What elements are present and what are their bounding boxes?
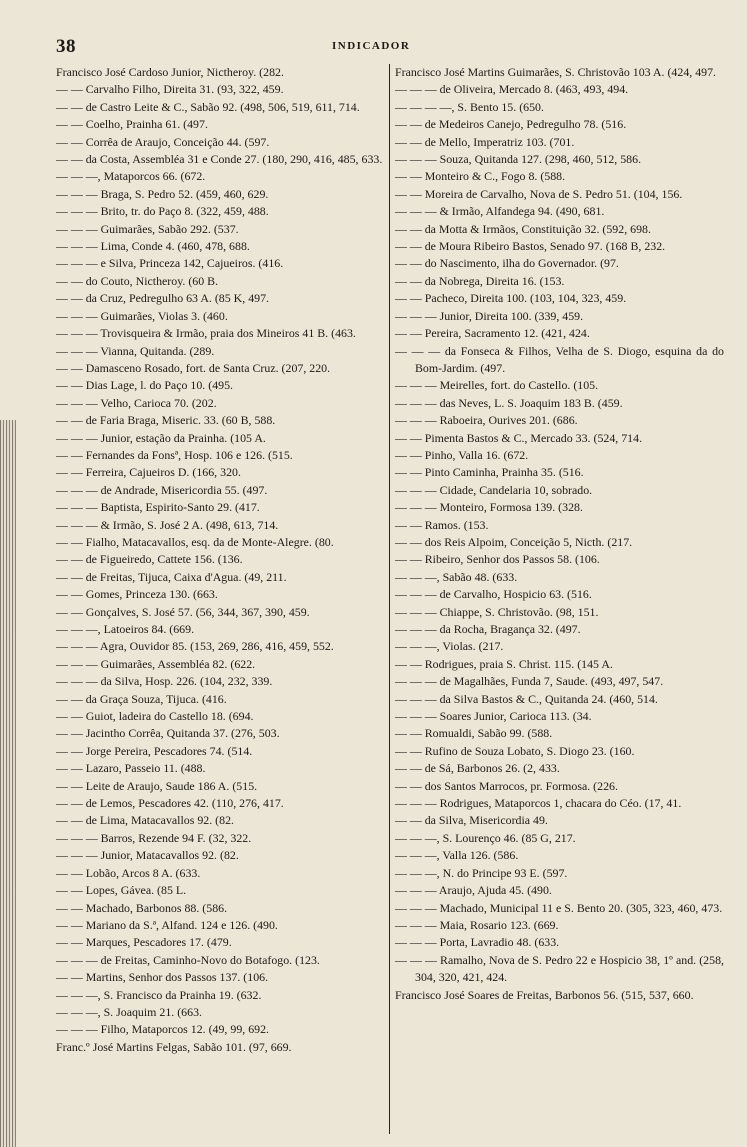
directory-entry: — — da Motta & Irmãos, Constituição 32. (592, 698. [395, 221, 651, 236]
directory-entry: — — Damasceno Rosado, fort. de Santa Cruz. (207, 220. [56, 360, 331, 375]
running-title: INDICADOR [332, 40, 411, 52]
directory-entry: — — da Nobrega, Direita 16. (153. [395, 273, 565, 288]
directory-entry: — — — Maia, Rosario 123. (669. [395, 917, 559, 932]
directory-entry: — — Ramos. (153. [395, 517, 489, 532]
directory-entry: — — dos Reis Alpoim, Conceição 5, Nicth. (217. [395, 534, 633, 549]
directory-entry: — — da Graça Souza, Tijuca. (416. [56, 691, 227, 706]
directory-entry: — — Pinho, Valla 16. (672. [395, 447, 529, 462]
directory-entry: — — — Ramalho, Nova de S. Pedro 22 e Hospicio 38, 1º and. (258, 304, 320, 421, 424. [395, 952, 724, 985]
directory-entry: — — — Braga, S. Pedro 52. (459, 460, 629. [56, 186, 269, 201]
directory-entry: — — Jacintho Corrêa, Quitanda 37. (276, 503. [56, 726, 280, 741]
directory-entry: — — — de Oliveira, Mercado 8. (463, 493, 494. [395, 82, 629, 97]
directory-entry: — — — de Magalhães, Funda 7, Saude. (493, 497, 547. [395, 674, 664, 689]
directory-entry: — — Fialho, Matacavallos, esq. da de Monte-Alegre. (80. [56, 534, 334, 549]
directory-entry: — — Leite de Araujo, Saude 186 A. (515. [56, 778, 258, 793]
directory-entry: — — Lazaro, Passeio 11. (488. [56, 761, 206, 776]
directory-entry: — — do Nascimento, ilha do Governador. (97. [395, 256, 619, 271]
directory-entry: — — —, N. do Principe 93 E. (597. [395, 865, 568, 880]
directory-entry: — — — —, S. Bento 15. (650. [395, 99, 544, 114]
directory-entry: — — — Vianna, Quitanda. (289. [56, 343, 215, 358]
directory-entry: — — —, Violas. (217. [395, 639, 504, 654]
directory-entry: — — de Figueiredo, Cattete 156. (136. [56, 552, 243, 567]
directory-entry: — — Dias Lage, l. do Paço 10. (495. [56, 378, 234, 393]
directory-entry: — — — da Silva Bastos & C., Quitanda 24. (460, 514. [395, 691, 658, 706]
directory-entry: — — — Junior, estação da Prainha. (105 A. [56, 430, 266, 445]
directory-entry: — — — de Freitas, Caminho-Novo do Botafogo. (123. [56, 952, 320, 967]
directory-entry: — — Machado, Barbonos 88. (586. [56, 900, 228, 915]
directory-entry: — — Fernandes da Fonsª, Hosp. 106 e 126. (515. [56, 447, 293, 462]
directory-entry: — — da Cruz, Pedregulho 63 A. (85 K, 497. [56, 291, 270, 306]
directory-entry: — — —, Sabão 48. (633. [395, 569, 518, 584]
directory-entry: — — Guiot, ladeira do Castello 18. (694. [56, 709, 254, 724]
directory-entry: — — Corrêa de Araujo, Conceição 44. (597. [56, 134, 270, 149]
directory-entry: — — — Guimarães, Assembléa 82. (622. [56, 656, 256, 671]
directory-entry: — — Gomes, Princeza 130. (663. [56, 587, 218, 602]
directory-entry: — — — & Irmão, Alfandega 94. (490, 681. [395, 204, 605, 219]
directory-entry: — — de Lemos, Pescadores 42. (110, 276, 417. [56, 796, 284, 811]
directory-entry: — — Lobão, Arcos 8 A. (633. [56, 865, 201, 880]
directory-entry: — — — & Irmão, S. José 2 A. (498, 613, 714. [56, 517, 279, 532]
directory-entry: — — de Moura Ribeiro Bastos, Senado 97. (168 B, 232. [395, 239, 666, 254]
directory-entry: — — —, S. Francisco da Prainha 19. (632. [56, 987, 262, 1002]
directory-entry: — — — da Silva, Hosp. 226. (104, 232, 339. [56, 674, 273, 689]
directory-entry: — — —, Valla 126. (586. [395, 848, 519, 863]
directory-entry: Francisco José Cardoso Junior, Nictheroy. (282. [56, 65, 284, 79]
directory-entry: — — de Lima, Matacavallos 92. (82. [56, 813, 234, 828]
directory-entry: — — —, S. Lourenço 46. (85 G, 217. [395, 830, 576, 845]
directory-entry: — — — de Carvalho, Hospicio 63. (516. [395, 587, 592, 602]
directory-entry: — — — Raboeira, Ourives 201. (686. [395, 413, 578, 428]
directory-entry: — — — Cidade, Candelaria 10, sobrado. [395, 482, 593, 497]
directory-entry: — — de Castro Leite & C., Sabão 92. (498, 506, 519, 611, 714. [56, 99, 360, 114]
directory-entry: — — Gonçalves, S. José 57. (56, 344, 367, 390, 459. [56, 604, 310, 619]
directory-entry: — — — Soares Junior, Carioca 113. (34. [395, 709, 592, 724]
directory-entry: — — de Faria Braga, Miseric. 33. (60 B, 588. [56, 413, 276, 428]
directory-entry: — — — Baptista, Espirito-Santo 29. (417. [56, 500, 260, 515]
directory-entry: — — de Sá, Barbonos 26. (2, 433. [395, 761, 560, 776]
directory-entry: — — — Chiappe, S. Christovão. (98, 151. [395, 604, 599, 619]
directory-entry: — — Rodrigues, praia S. Christ. 115. (145 A. [395, 656, 613, 671]
directory-entry: — — dos Santos Marrocos, pr. Formosa. (226. [395, 778, 618, 793]
directory-entry: — — Moreira de Carvalho, Nova de S. Pedro 51. (104, 156. [395, 186, 683, 201]
directory-entry: — — Pinto Caminha, Prainha 35. (516. [395, 465, 584, 480]
directory-entry: — — Jorge Pereira, Pescadores 74. (514. [56, 743, 253, 758]
directory-entry: — — — e Silva, Princeza 142, Cajueiros. (416. [56, 256, 284, 271]
directory-entry: — — — de Andrade, Misericordia 55. (497. [56, 482, 268, 497]
directory-entry: — — da Silva, Misericordia 49. [395, 813, 548, 828]
directory-entry: — — — Monteiro, Formosa 139. (328. [395, 500, 583, 515]
directory-entry: — — — Brito, tr. do Paço 8. (322, 459, 488. [56, 204, 269, 219]
directory-entry: — — Mariano da S.ª, Alfand. 124 e 126. (490. [56, 917, 278, 932]
directory-entry: — — — Meirelles, fort. do Castello. (105. [395, 378, 599, 393]
directory-entry: — — — Trovisqueira & Irmão, praia dos Mineiros 41 B. (463. [56, 326, 356, 341]
directory-entry: — — de Mello, Imperatriz 103. (701. [395, 134, 575, 149]
directory-entry: — — — Araujo, Ajuda 45. (490. [395, 883, 552, 898]
directory-entry: — — — Porta, Lavradio 48. (633. [395, 935, 560, 950]
directory-entry: — — Pereira, Sacramento 12. (421, 424. [395, 326, 590, 341]
directory-entry: — — Pacheco, Direita 100. (103, 104, 323, 459. [395, 291, 627, 306]
directory-entry: — — Coelho, Prainha 61. (497. [56, 117, 208, 132]
directory-entry: — — — da Fonseca & Filhos, Velha de S. Diogo, esquina da do Bom-Jardim. (497. [395, 343, 724, 375]
directory-entry: — — do Couto, Nictheroy. (60 B. [56, 273, 219, 288]
page-header [56, 36, 736, 58]
directory-entry: — — de Freitas, Tijuca, Caixa d'Agua. (49, 211. [56, 569, 287, 584]
directory-entry: — — — Junior, Matacavallos 92. (82. [56, 848, 239, 863]
directory-entry: — — — Agra, Ouvidor 85. (153, 269, 286, 416, 459, 552. [56, 639, 334, 654]
directory-entry: Francisco José Soares de Freitas, Barbonos 56. (515, 537, 660. [395, 987, 694, 1002]
directory-entry: — — de Medeiros Canejo, Pedregulho 78. (516. [395, 117, 627, 132]
directory-entry: — — —, Latoeiros 84. (669. [56, 622, 195, 636]
directory-entry: — — — Guimarães, Sabão 292. (537. [56, 221, 239, 236]
directory-entry: — — Pimenta Bastos & C., Mercado 33. (524, 714. [395, 430, 643, 445]
left-column [56, 64, 389, 1134]
directory-entry: — — da Costa, Assembléa 31 e Conde 27. (180, 290, 416, 485, 633. [56, 152, 383, 167]
directory-entry: — — — Junior, Direita 100. (339, 459. [395, 308, 584, 323]
right-column [389, 64, 724, 1134]
directory-entry: — — —, Mataporcos 66. (672. [56, 169, 206, 184]
directory-entry: — — Monteiro & C., Fogo 8. (588. [395, 169, 566, 184]
directory-entry: — — — Machado, Municipal 11 e S. Bento 20. (305, 323, 460, 473. [395, 900, 723, 915]
directory-entry: — — Ferreira, Cajueiros D. (166, 320. [56, 465, 241, 480]
directory-entry: — — Rufino de Souza Lobato, S. Diogo 23. (160. [395, 743, 635, 758]
directory-entry: — — — Filho, Mataporcos 12. (49, 99, 692. [56, 1022, 270, 1037]
directory-entry: — — Ribeiro, Senhor dos Passos 58. (106. [395, 552, 600, 567]
directory-entry: — — — Barros, Rezende 94 F. (32, 322. [56, 830, 252, 845]
directory-entry: — — Romualdi, Sabão 99. (588. [395, 726, 553, 741]
directory-entry: — — Marques, Pescadores 17. (479. [56, 935, 232, 950]
page-number: 38 [56, 36, 76, 57]
directory-entry: — — — Souza, Quitanda 127. (298, 460, 512, 586. [395, 152, 642, 167]
directory-columns [56, 64, 740, 1134]
directory-entry: — — — Rodrigues, Mataporcos 1, chacara do Céo. (17, 41. [395, 796, 682, 811]
directory-entry: — — — das Neves, L. S. Joaquim 183 B. (459. [395, 395, 623, 410]
directory-entry: — — Carvalho Filho, Direita 31. (93, 322, 459. [56, 82, 284, 97]
directory-entry: — — — Guimarães, Violas 3. (460. [56, 308, 228, 323]
page-binding-edge [0, 420, 16, 1147]
directory-entry: Francisco José Martins Guimarães, S. Christovão 103 A. (424, 497. [395, 65, 717, 79]
directory-entry: Franc.º José Martins Felgas, Sabão 101. (97, 669. [56, 1039, 292, 1054]
directory-entry: — — Martins, Senhor dos Passos 137. (106. [56, 970, 269, 985]
directory-entry: — — Lopes, Gávea. (85 L. [56, 883, 187, 898]
directory-entry: — — — da Rocha, Bragança 32. (497. [395, 622, 581, 636]
directory-entry: — — — Velho, Carioca 70. (202. [56, 395, 217, 410]
directory-entry: — — — Lima, Conde 4. (460, 478, 688. [56, 239, 250, 254]
directory-entry: — — —, S. Joaquim 21. (663. [56, 1004, 202, 1019]
